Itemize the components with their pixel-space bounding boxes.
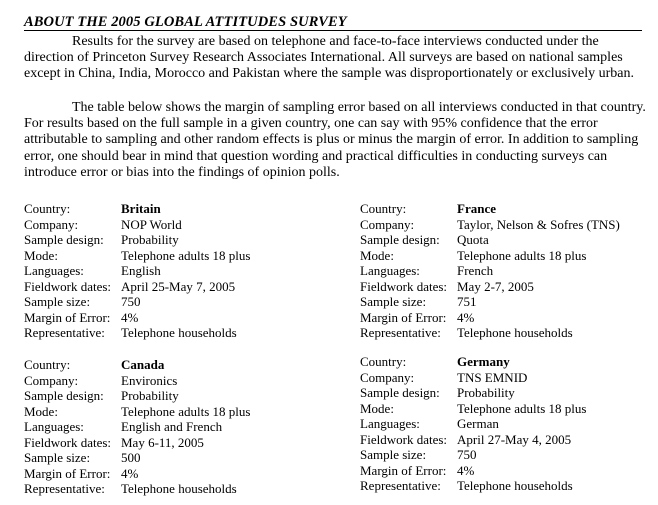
label-fieldwork-dates: Fieldwork dates: xyxy=(24,278,112,294)
value-company: TNS EMNID xyxy=(457,369,528,385)
row-sample-design xyxy=(360,232,658,248)
row-sample-design xyxy=(360,385,658,401)
row-mode xyxy=(24,248,324,264)
value-fieldwork-dates: May 6-11, 2005 xyxy=(121,434,204,450)
row-fieldwork-dates xyxy=(360,279,658,295)
country-block-britain xyxy=(24,201,324,341)
row-country xyxy=(360,201,658,217)
row-country xyxy=(24,357,324,373)
row-mode xyxy=(24,404,324,420)
value-sample-size: 750 xyxy=(457,447,477,462)
row-representative xyxy=(24,325,324,341)
value-sample-size: 500 xyxy=(121,450,141,465)
value-country: Germany xyxy=(457,354,510,369)
value-mode: Telephone adults 18 plus xyxy=(121,403,251,419)
label-country: Country: xyxy=(360,354,407,369)
label-margin-of-error: Margin of Error: xyxy=(360,462,447,478)
value-sample-design: Probability xyxy=(121,232,179,247)
value-languages: French xyxy=(457,263,494,278)
row-representative xyxy=(24,481,324,497)
label-sample-design: Sample design: xyxy=(360,385,440,400)
label-sample-size: Sample size: xyxy=(360,294,427,309)
title-underline xyxy=(24,30,642,31)
row-representative xyxy=(360,478,658,494)
label-sample-design: Sample design: xyxy=(24,388,104,403)
label-languages: Languages: xyxy=(360,416,420,431)
label-representative: Representative: xyxy=(360,478,441,493)
country-block-germany xyxy=(360,354,658,494)
value-fieldwork-dates: April 27-May 4, 2005 xyxy=(457,431,572,447)
row-languages xyxy=(360,263,658,279)
row-country xyxy=(360,354,658,370)
row-languages xyxy=(24,263,324,279)
row-languages xyxy=(360,416,658,432)
label-country: Country: xyxy=(360,201,407,216)
country-block-canada xyxy=(24,357,324,497)
row-mode xyxy=(360,401,658,417)
row-company xyxy=(24,217,324,233)
row-sample-size xyxy=(360,447,658,463)
value-representative: Telephone households xyxy=(121,325,237,340)
value-sample-design: Probability xyxy=(457,385,515,400)
label-country: Country: xyxy=(24,357,71,372)
row-sample-size xyxy=(24,294,324,310)
value-sample-design: Probability xyxy=(121,388,179,403)
value-mode: Telephone adults 18 plus xyxy=(457,400,587,416)
row-country xyxy=(24,201,324,217)
row-sample-design xyxy=(24,232,324,248)
label-mode: Mode: xyxy=(360,247,394,263)
page-title: ABOUT THE 2005 GLOBAL ATTITUDES SURVEY xyxy=(24,14,347,30)
value-country: France xyxy=(457,201,496,216)
row-fieldwork-dates xyxy=(24,435,324,451)
row-margin-of-error xyxy=(24,310,324,326)
label-mode: Mode: xyxy=(24,247,58,263)
label-fieldwork-dates: Fieldwork dates: xyxy=(360,431,448,447)
row-company xyxy=(24,373,324,389)
row-margin-of-error xyxy=(360,463,658,479)
value-representative: Telephone households xyxy=(457,325,573,340)
label-company: Company: xyxy=(360,216,415,232)
label-margin-of-error: Margin of Error: xyxy=(24,309,111,325)
label-mode: Mode: xyxy=(360,400,394,416)
value-languages: German xyxy=(457,416,499,431)
label-margin-of-error: Margin of Error: xyxy=(24,465,111,481)
row-margin-of-error xyxy=(360,310,658,326)
label-languages: Languages: xyxy=(360,263,420,278)
value-company: NOP World xyxy=(121,216,182,232)
value-sample-design: Quota xyxy=(457,232,489,247)
label-margin-of-error: Margin of Error: xyxy=(360,309,447,325)
value-mode: Telephone adults 18 plus xyxy=(457,247,587,263)
row-margin-of-error xyxy=(24,466,324,482)
value-sample-size: 751 xyxy=(457,294,477,309)
value-sample-size: 750 xyxy=(121,294,141,309)
value-margin-of-error: 4% xyxy=(121,465,139,481)
label-fieldwork-dates: Fieldwork dates: xyxy=(360,278,448,294)
value-representative: Telephone households xyxy=(457,478,573,493)
value-margin-of-error: 4% xyxy=(457,462,475,478)
label-company: Company: xyxy=(24,216,79,232)
value-representative: Telephone households xyxy=(121,481,237,496)
label-representative: Representative: xyxy=(360,325,441,340)
value-languages: English xyxy=(121,263,161,278)
label-sample-size: Sample size: xyxy=(24,450,91,465)
row-company xyxy=(360,217,658,233)
label-sample-design: Sample design: xyxy=(24,232,104,247)
value-fieldwork-dates: May 2-7, 2005 xyxy=(457,278,534,294)
value-margin-of-error: 4% xyxy=(457,309,475,325)
row-sample-size xyxy=(360,294,658,310)
label-sample-design: Sample design: xyxy=(360,232,440,247)
country-block-france xyxy=(360,201,658,341)
value-mode: Telephone adults 18 plus xyxy=(121,247,251,263)
intro-paragraph: Results for the survey are based on telephone and face-to-face interviews conducted under the direction of Princeton Survey Research Associates International. All surveys are based on national samples except in China, India, Morocco and Pakistan where the sample was disproportionately or exclusively urban. xyxy=(24,34,634,82)
row-representative xyxy=(360,325,658,341)
row-fieldwork-dates xyxy=(24,279,324,295)
label-mode: Mode: xyxy=(24,403,58,419)
value-fieldwork-dates: April 25-May 7, 2005 xyxy=(121,278,236,294)
row-mode xyxy=(360,248,658,264)
label-representative: Representative: xyxy=(24,481,105,496)
label-languages: Languages: xyxy=(24,419,84,434)
label-company: Company: xyxy=(360,369,415,385)
value-country: Canada xyxy=(121,357,165,372)
label-sample-size: Sample size: xyxy=(24,294,91,309)
row-fieldwork-dates xyxy=(360,432,658,448)
label-company: Company: xyxy=(24,372,79,388)
label-country: Country: xyxy=(24,201,71,216)
value-company: Environics xyxy=(121,372,178,388)
row-languages xyxy=(24,419,324,435)
label-sample-size: Sample size: xyxy=(360,447,427,462)
row-sample-size xyxy=(24,450,324,466)
value-country: Britain xyxy=(121,201,161,216)
label-representative: Representative: xyxy=(24,325,105,340)
row-sample-design xyxy=(24,388,324,404)
value-margin-of-error: 4% xyxy=(121,309,139,325)
row-company xyxy=(360,370,658,386)
value-company: Taylor, Nelson & Sofres (TNS) xyxy=(457,216,620,232)
label-fieldwork-dates: Fieldwork dates: xyxy=(24,434,112,450)
value-languages: English and French xyxy=(121,419,223,434)
label-languages: Languages: xyxy=(24,263,84,278)
margin-of-error-paragraph: The table below shows the margin of sampling error based on all interviews conducted in that country. For results based on the full sample in a given country, one can say with 95% confidence that the error attributable to sampling and other random effects is plus or minus the margin of error. In addition to sampling error, one should bear in mind that question wording and practical difficulties in conducting surveys can introduce error or bias into the findings of opinion polls. xyxy=(24,100,646,180)
